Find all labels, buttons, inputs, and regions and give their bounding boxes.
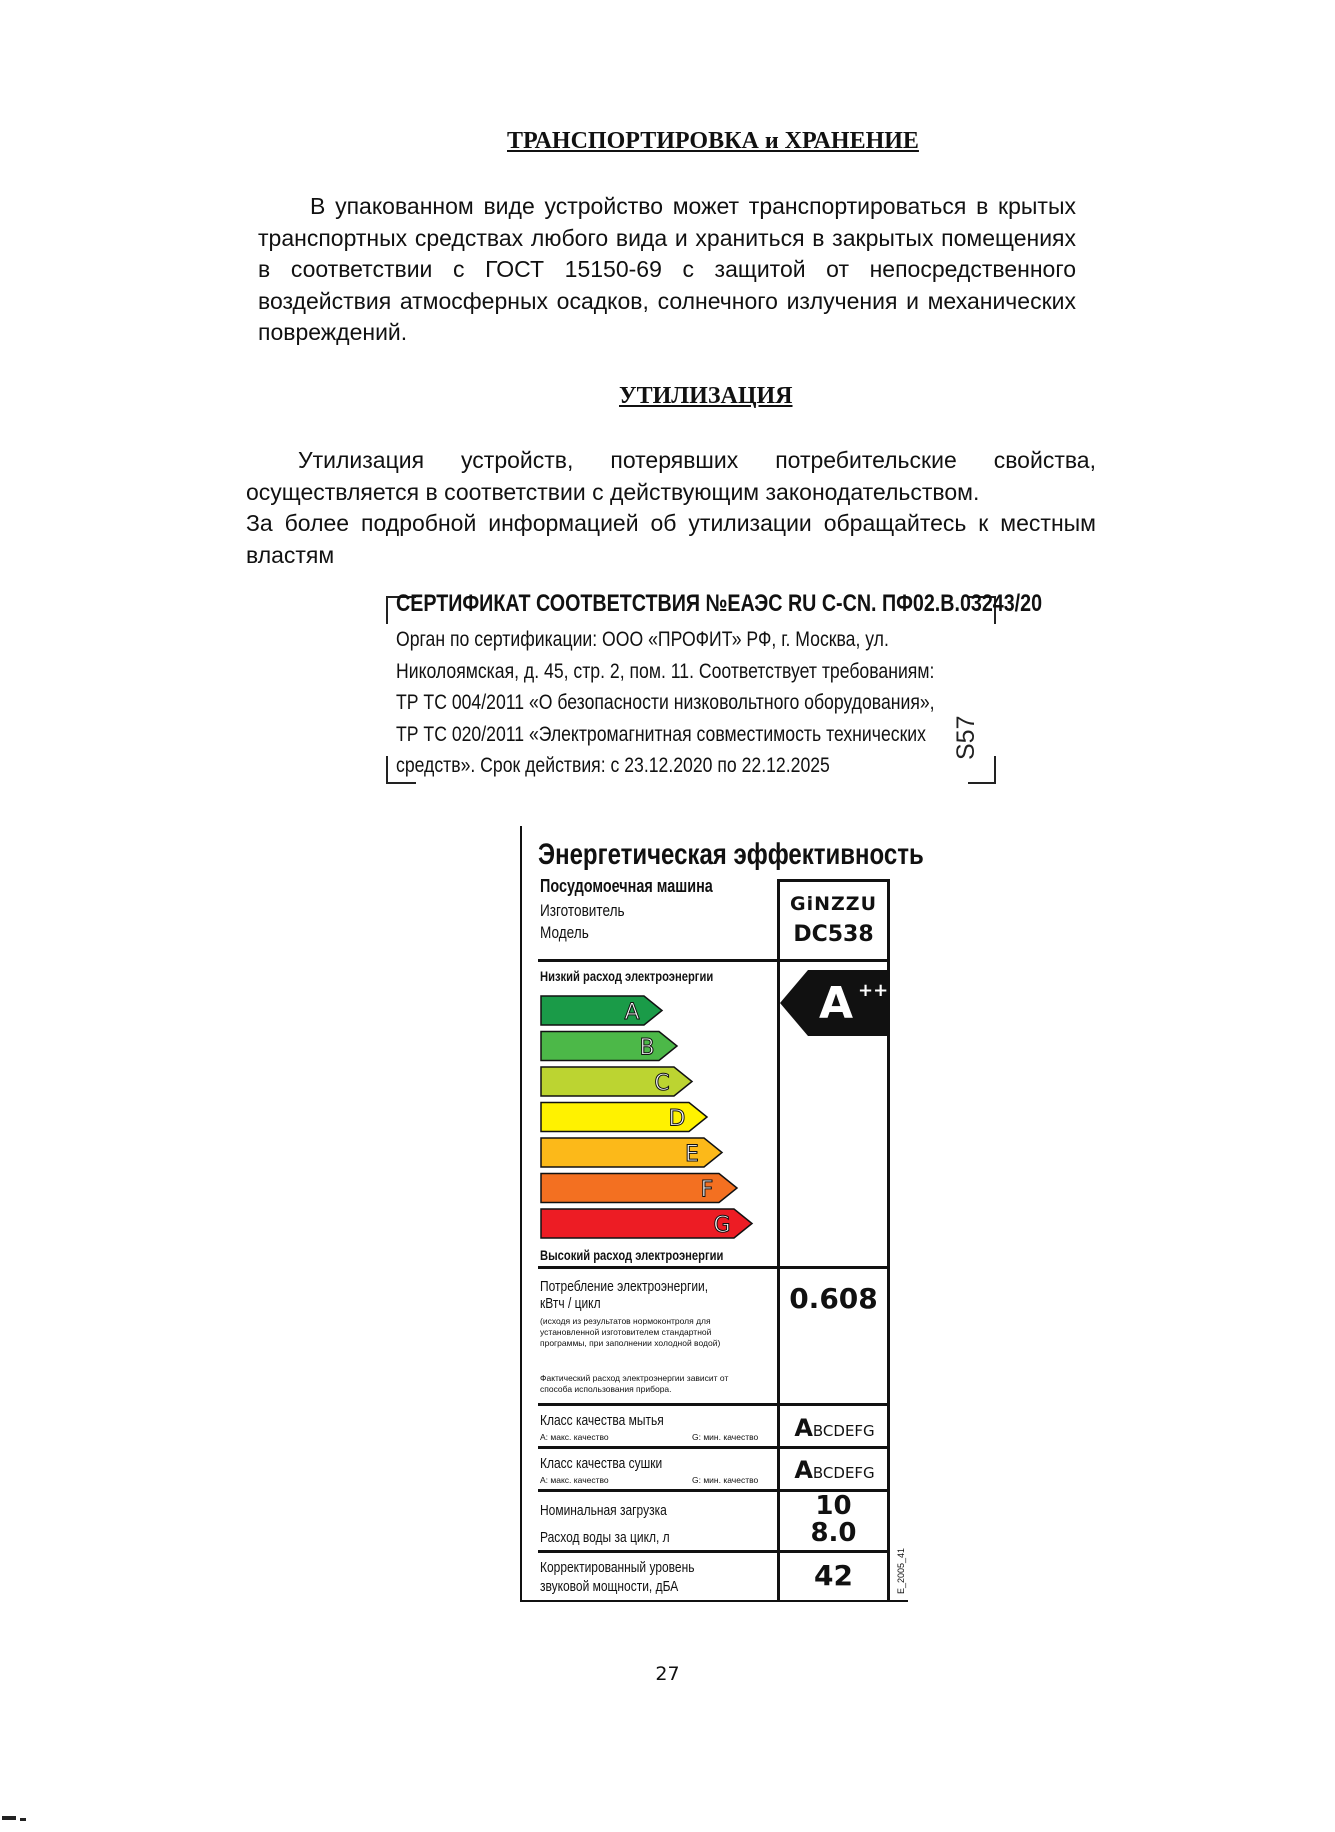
wash-class-sub-g: G: мин. качество — [692, 1432, 759, 1442]
noise-value: 42 — [814, 1559, 853, 1592]
energy-class-bar-a — [541, 996, 662, 1025]
consumption-value: 0.608 — [789, 1282, 878, 1315]
noise-unit: звуковой мощности, дБА — [540, 1578, 679, 1595]
energy-class-letter-b: B — [639, 1035, 655, 1061]
energy-class-letter-g: G — [713, 1213, 731, 1238]
energy-class-scale — [540, 994, 780, 1244]
energy-class-letter-c: C — [654, 1071, 670, 1096]
certificate-line: Николоямская, д. 45, стр. 2, пом. 11. Соответствует требованиям: — [396, 658, 935, 683]
load-label: Номинальная загрузка — [540, 1502, 667, 1519]
dry-class-label: Класс качества сушки — [540, 1455, 663, 1472]
manufacturer-label: Изготовитель — [540, 901, 625, 920]
wash-class-label: Класс качества мытья — [540, 1412, 664, 1429]
dry-class-sub-g: G: мин. качество — [692, 1475, 759, 1485]
model-label: Модель — [540, 923, 589, 942]
dry-class-sub-a: A: макс. качество — [540, 1475, 609, 1485]
low-consumption-label: Низкий расход электроэнергии — [540, 968, 714, 984]
utilization-paragraph-1: Утилизация устройств, потерявших потребительские свойства, осуществляется в соответствии с действующим законодательством. — [246, 447, 1096, 505]
energy-class-letter-d: D — [668, 1106, 686, 1132]
consumption-note-2: Фактический расход электроэнергии зависит от способа использования прибора. — [540, 1373, 729, 1394]
certificate-title: СЕРТИФИКАТ СООТВЕТСТВИЯ №ЕАЭС RU C-CN. ПФ02.В.03243/20 — [396, 590, 1043, 617]
energy-class-bar-b — [541, 1032, 677, 1061]
label-side-code: E_2005_41 — [896, 1547, 906, 1594]
energy-label-title: Энергетическая эффективность — [538, 838, 924, 871]
certificate-code: S57 — [952, 715, 980, 760]
dry-class-rest: BCDEFG — [812, 1464, 875, 1482]
energy-class-letter-a: A — [624, 1000, 640, 1025]
water-value: 8.0 — [810, 1518, 857, 1548]
energy-rating-arrow — [780, 970, 904, 1036]
dry-class-letter: A — [794, 1456, 813, 1484]
appliance-type: Посудомоечная машина — [540, 876, 713, 896]
wash-class-letter: A — [794, 1414, 813, 1442]
wash-class-rest: BCDEFG — [812, 1422, 875, 1440]
utilization-heading: УТИЛИЗАЦИЯ — [619, 383, 793, 409]
water-label: Расход воды за цикл, л — [540, 1529, 670, 1546]
transport-paragraph: В упакованном виде устройство может транспортироваться в крытых транспортных средствах любого вида и храниться в закрытых помещениях в соответствии с ГОСТ 15150-69 с защитой от непосредственного воздействия атмосферных осадков, солнечного излучения и механических повреждений. — [258, 193, 1076, 345]
high-consumption-label: Высокий расход электроэнергии — [540, 1247, 724, 1263]
certificate-line: средств». Срок действия: с 23.12.2020 по 22.12.2025 — [396, 753, 830, 777]
noise-label: Корректированный уровень — [540, 1559, 695, 1576]
transport-text — [258, 191, 1076, 349]
transport-heading: ТРАНСПОРТИРОВКА и ХРАНЕНИЕ — [507, 128, 919, 154]
consumption-note: (исходя из результатов нормоконтроля для установленной изготовителем стандартной программы, при заполнении холодной водой) — [540, 1316, 721, 1348]
page-number: 27 — [655, 1663, 680, 1685]
consumption-unit: кВтч / цикл — [540, 1295, 601, 1312]
utilization-text — [246, 445, 1096, 571]
certificate-block — [386, 588, 1043, 783]
certificate-text — [396, 588, 1042, 782]
wash-class-value — [782, 1414, 887, 1442]
rating-letter: A — [818, 978, 854, 1029]
model-name: DC538 — [793, 922, 874, 947]
certificate-line: Орган по сертификации: ООО «ПРОФИТ» РФ, г. Москва, ул. — [396, 627, 889, 651]
energy-class-letter-e: E — [685, 1142, 699, 1167]
energy-class-letter-f: F — [700, 1177, 714, 1203]
dry-class-value — [782, 1456, 887, 1484]
certificate-line: ТР ТС 020/2011 «Электромагнитная совместимость технических — [396, 721, 926, 746]
certificate-line: ТР ТС 004/2011 «О безопасности низковольтного оборудования», — [396, 690, 935, 714]
consumption-label: Потребление электроэнергии, — [540, 1278, 709, 1295]
utilization-paragraph-2: За более подробной информацией об утилизации обращайтесь к местным властям — [246, 510, 1096, 568]
page-edge-mark — [0, 1808, 30, 1827]
rating-plus: +++ — [858, 980, 904, 1001]
energy-label — [520, 826, 924, 1602]
wash-class-sub-a: A: макс. качество — [540, 1432, 609, 1442]
brand-name: GiNZZU — [790, 893, 877, 915]
load-value: 10 — [815, 1491, 852, 1521]
